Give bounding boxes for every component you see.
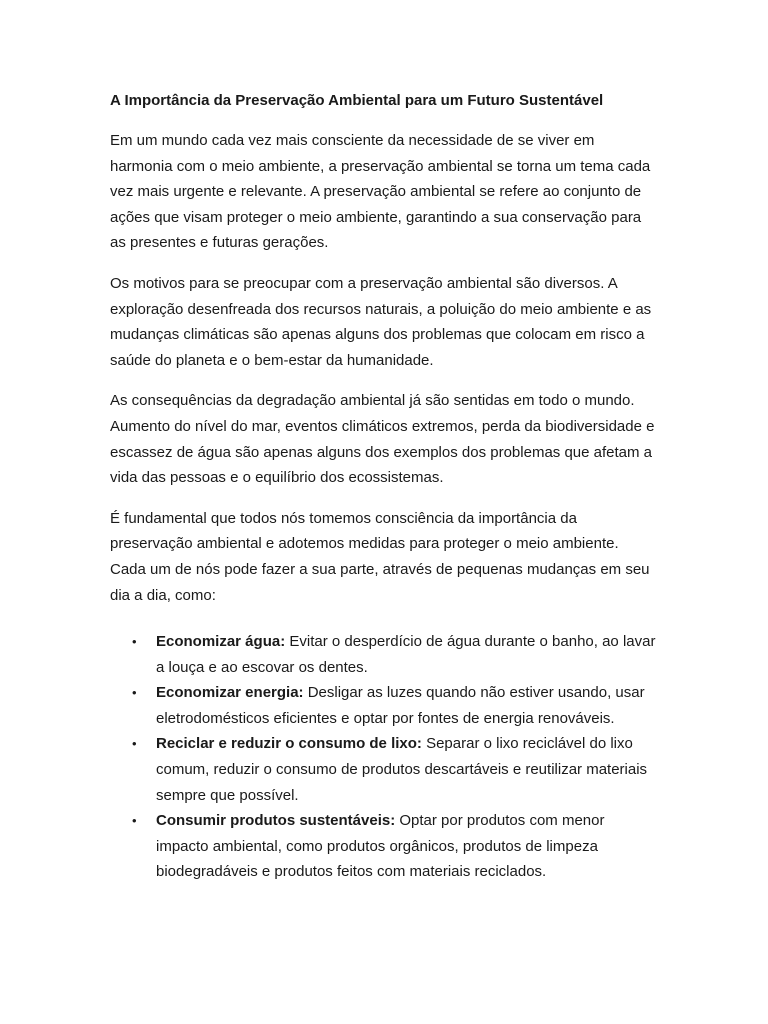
list-item bbox=[110, 808, 656, 885]
tip-text: Optar por produtos com menor impacto ambiental, como produtos orgânicos, produtos de limpeza biodegradáveis e produtos feitos com materiais reciclados. bbox=[156, 812, 605, 881]
document-page bbox=[110, 89, 658, 885]
list-item bbox=[110, 680, 656, 731]
paragraph-call-to-action: É fundamental que todos nós tomemos consciência da importância da preservação ambiental e adotemos medidas para proteger o meio ambiente. Cada um de nós pode fazer a sua parte, através de pequenas mudanças em seu dia a dia, como: bbox=[110, 509, 650, 604]
paragraph-consequences: As consequências da degradação ambiental já são sentidas em todo o mundo. Aumento do nível do mar, eventos climáticos extremos, perda da biodiversidade e escassez de água são apenas alguns dos exemplos dos problemas que afetam a vida das pessoas e o equilíbrio dos ecossistemas. bbox=[110, 392, 655, 487]
tip-term: Reciclar e reduzir o consumo de lixo: bbox=[156, 735, 422, 753]
tips-list bbox=[110, 629, 658, 885]
bullet-icon: • bbox=[132, 634, 137, 650]
tip-text: Separar o lixo reciclável do lixo comum, reduzir o consumo de produtos descartáveis e reutilizar materiais sempre que possível. bbox=[156, 735, 648, 804]
list-item bbox=[110, 731, 656, 808]
tip-text: Evitar o desperdício de água durante o banho, ao lavar a louça e ao escovar os dentes. bbox=[156, 633, 656, 676]
tip-term: Consumir produtos sustentáveis: bbox=[156, 812, 396, 830]
tip-text: Desligar as luzes quando não estiver usando, usar eletrodomésticos eficientes e optar por fontes de energia renováveis. bbox=[156, 684, 645, 727]
bullet-icon: • bbox=[132, 736, 137, 752]
paragraph-motives: Os motivos para se preocupar com a preservação ambiental são diversos. A exploração desenfreada dos recursos naturais, a poluição do meio ambiente e as mudanças climáticas são apenas alguns dos problemas que colocam em risco a saúde do planeta e o bem-estar da humanidade. bbox=[110, 274, 652, 369]
list-item bbox=[110, 629, 656, 680]
document-title: A Importância da Preservação Ambiental para um Futuro Sustentável bbox=[110, 92, 604, 109]
paragraph-intro: Em um mundo cada vez mais consciente da necessidade de se viver em harmonia com o meio ambiente, a preservação ambiental se torna um tema cada vez mais urgente e relevante. A preservação ambiental se refere ao conjunto de ações que visam proteger o meio ambiente, garantindo a sua conservação para as presentes e futuras gerações. bbox=[110, 132, 651, 252]
bullet-icon: • bbox=[132, 685, 137, 701]
bullet-icon: • bbox=[132, 813, 137, 829]
tip-term: Economizar água: bbox=[156, 633, 286, 651]
tip-term: Economizar energia: bbox=[156, 684, 304, 702]
